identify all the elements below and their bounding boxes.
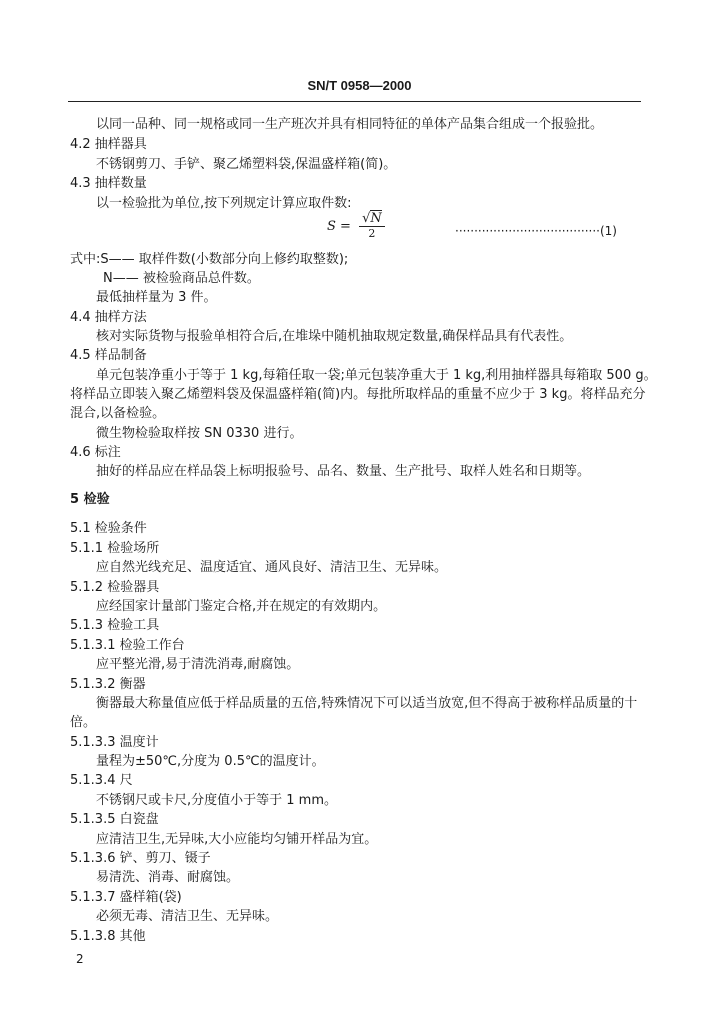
header-rule <box>68 101 641 102</box>
text-line: 倍。 <box>70 715 97 730</box>
text-line: 以一检验批为单位,按下列规定计算应取件数: <box>96 196 352 211</box>
text-line: 易清洗、消毒、耐腐蚀。 <box>96 870 240 885</box>
text-line: 5.1.3.7 盛样箱(袋) <box>70 890 182 905</box>
text-line: 将样品立即装入聚乙烯塑料袋及保温盛样箱(简)内。每批所取样品的重量不应少于 3 kg。将样品充分 <box>70 387 646 402</box>
text-line: 5.1 检验条件 <box>70 521 147 536</box>
text-line: 5.1.3.5 白瓷盘 <box>70 812 159 827</box>
text-line: 4.5 样品制备 <box>70 348 147 363</box>
text-line: 应平整光滑,易于清洗消毒,耐腐蚀。 <box>96 657 300 672</box>
text-line: 应自然光线充足、温度适宜、通风良好、清洁卫生、无异味。 <box>96 560 448 575</box>
text-line: 核对实际货物与报验单相符合后,在堆垛中随机抽取规定数量,确保样品具有代表性。 <box>96 329 573 344</box>
text-line: 不锈钢剪刀、手铲、聚乙烯塑料袋,保温盛样箱(简)。 <box>96 157 397 172</box>
text-line: 4.4 抽样方法 <box>70 310 147 325</box>
sample-count-formula <box>327 212 385 241</box>
text-line: 单元包装净重小于等于 1 kg,每箱任取一袋;单元包装净重大于 1 kg,利用抽样器具每箱取 500 g。 <box>96 368 657 383</box>
text-line: 5.1.3.8 其他 <box>70 929 146 944</box>
text-line: 混合,以备检验。 <box>70 406 166 421</box>
text-line: 5.1.3.2 衡器 <box>70 677 146 692</box>
text-line: 不锈钢尺或卡尺,分度值小于等于 1 mm。 <box>96 793 337 808</box>
text-line: 5.1.3.1 检验工作台 <box>70 638 185 653</box>
text-line: 应清洁卫生,无异味,大小应能均匀铺开样品为宜。 <box>96 832 378 847</box>
text-line: 量程为±50℃,分度为 0.5℃的温度计。 <box>96 754 325 769</box>
text-line: 以同一品种、同一规格或同一生产班次并具有相同特征的单体产品集合组成一个报验批。 <box>96 117 604 132</box>
text-line: 式中:S—— 取样件数(小数部分向上修约取整数); <box>70 252 349 267</box>
text-line: N—— 被检验商品总件数。 <box>103 271 260 286</box>
text-line: 衡器最大称量值应低于样品质量的五倍,特殊情况下可以适当放宽,但不得高于被称样品质量的十 <box>96 696 638 711</box>
text-line: 5.1.3 检验工具 <box>70 618 160 633</box>
text-line: 5.1.1 检验场所 <box>70 541 160 556</box>
text-line: 5.1.2 检验器具 <box>70 580 160 595</box>
text-line: 最低抽样量为 3 件。 <box>96 290 217 305</box>
formula-radicand: N <box>370 211 382 226</box>
text-line: 4.2 抽样器具 <box>70 137 147 152</box>
formula-lhs: S <box>327 219 336 234</box>
text-line: 4.3 抽样数量 <box>70 176 147 191</box>
formula-denominator: 2 <box>368 227 376 240</box>
formula-fraction <box>359 212 385 241</box>
text-line: 5.1.3.4 尺 <box>70 773 133 788</box>
text-line: 5.1.3.6 铲、剪刀、镊子 <box>70 851 211 866</box>
formula-equals: = <box>340 219 351 234</box>
text-line: 5 检验 <box>70 492 110 507</box>
text-line: 4.6 标注 <box>70 445 121 460</box>
text-line: 抽好的样品应在样品袋上标明报验号、品名、数量、生产批号、取样人姓名和日期等。 <box>96 464 591 479</box>
standard-code-header: SN/T 0958—2000 <box>307 78 412 93</box>
page-number: 2 <box>76 952 84 966</box>
text-line: 微生物检验取样按 SN 0330 进行。 <box>96 426 303 441</box>
formula-numerator: √N <box>359 212 385 227</box>
text-line: 必须无毒、清洁卫生、无异味。 <box>96 909 279 924</box>
equation-number: ······································(1) <box>455 224 617 238</box>
text-line: 5.1.3.3 温度计 <box>70 735 159 750</box>
text-line: 应经国家计量部门鉴定合格,并在规定的有效期内。 <box>96 599 387 614</box>
